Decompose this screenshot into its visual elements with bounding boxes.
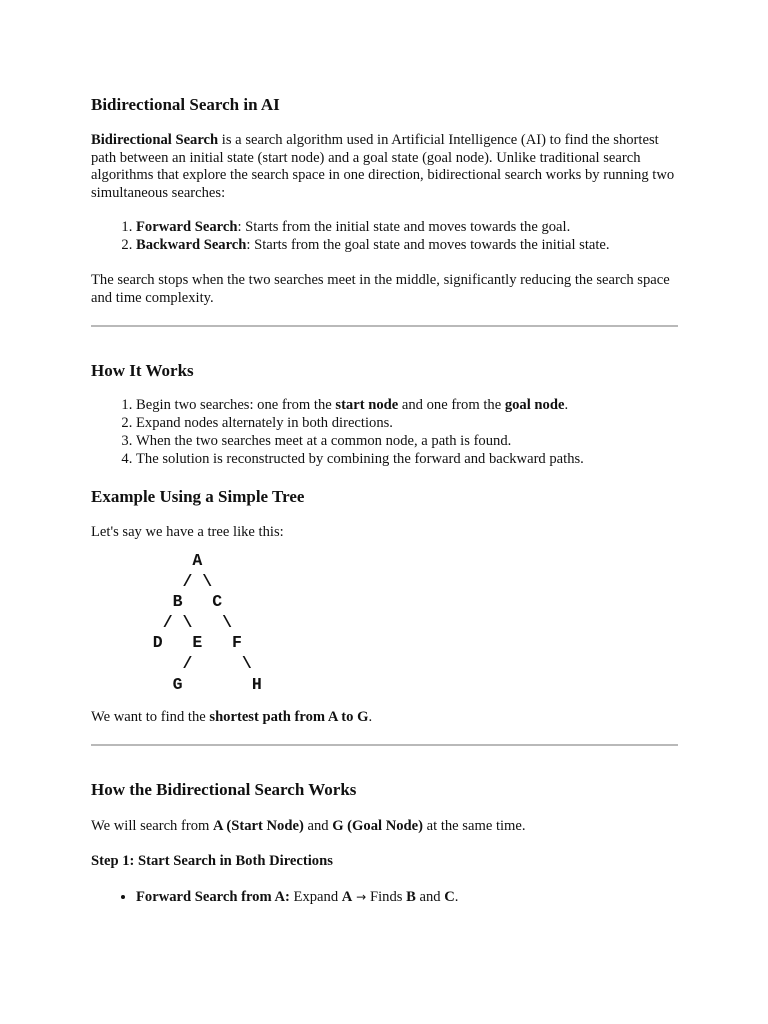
intro-text: is a search algorithm used in Artificial Intelligence (AI) to find the shortest path between an initial state (start node) and a goal state (goal node). Unlike traditional search algorithms that explore the search space in one direction, bidirectional search works by running two simultaneous searches: bbox=[91, 132, 675, 201]
heading-how-bidirectional-works: How the Bidirectional Search Works bbox=[91, 779, 357, 799]
bullet-text: and bbox=[415, 888, 445, 905]
bullet-text: Expand bbox=[289, 888, 342, 905]
arrow-icon: → bbox=[352, 889, 371, 904]
list-item bbox=[136, 889, 681, 907]
intro-term: Bidirectional Search bbox=[91, 132, 219, 148]
closing-paragraph: The search stops when the two searches meet in the middle, significantly reducing the search space and time complexity. bbox=[91, 271, 670, 306]
intro-text: and bbox=[303, 817, 333, 834]
step-title: Step 1: Start Search in Both Directions bbox=[91, 853, 333, 870]
search-intro bbox=[91, 818, 681, 836]
intro-bold: A (Start Node) bbox=[213, 817, 304, 834]
goal-paragraph bbox=[91, 709, 681, 727]
list-item bbox=[136, 397, 681, 415]
intro-text: We will search from bbox=[91, 817, 214, 834]
bullet-text: . bbox=[454, 888, 459, 905]
tree-intro: Let's say we have a tree like this: bbox=[91, 524, 284, 541]
step-text: Begin two searches: one from the bbox=[136, 397, 336, 414]
list-item-term: Forward Search bbox=[136, 219, 238, 236]
goal-text: . bbox=[368, 709, 373, 726]
intro-text: at the same time. bbox=[423, 817, 526, 834]
how-it-works-list bbox=[91, 397, 681, 468]
document-content bbox=[91, 95, 681, 907]
list-item-text: : Starts from the goal state and moves towards the initial state. bbox=[246, 237, 610, 254]
bullet-bold: A bbox=[341, 888, 353, 905]
divider bbox=[91, 744, 678, 746]
search-types-list bbox=[91, 219, 681, 255]
tree-diagram: A / \ B C / \ \ D E F / \ G H bbox=[152, 550, 262, 694]
bullet-text: Finds bbox=[370, 888, 407, 905]
bullet-bold: C bbox=[444, 888, 455, 905]
divider bbox=[91, 325, 678, 327]
bullet-bold: B bbox=[406, 888, 416, 905]
step-bold: goal node bbox=[504, 397, 565, 414]
goal-bold: shortest path from A to G bbox=[209, 709, 369, 726]
heading-bidirectional-search: Bidirectional Search in AI bbox=[91, 95, 280, 114]
heading-how-it-works: How It Works bbox=[91, 361, 194, 381]
intro-bold: G (Goal Node) bbox=[332, 817, 423, 834]
list-item-text: : Starts from the initial state and moves towards the goal. bbox=[237, 219, 571, 236]
step-text: . bbox=[564, 397, 569, 414]
goal-text: We want to find the bbox=[91, 709, 210, 726]
heading-example-tree: Example Using a Simple Tree bbox=[91, 487, 305, 507]
list-item-term: Backward Search bbox=[136, 237, 247, 254]
bullet-label: Forward Search from A: bbox=[136, 888, 290, 905]
step-bold: start node bbox=[335, 397, 399, 414]
step-bullets bbox=[91, 889, 681, 907]
step-heading bbox=[91, 853, 681, 871]
list-item bbox=[136, 237, 681, 255]
step-text: and one from the bbox=[398, 397, 505, 414]
list-item: 2. Expand nodes alternately in both directions. bbox=[136, 415, 681, 433]
list-item: 4. The solution is reconstructed by combining the forward and backward paths. bbox=[136, 451, 681, 469]
list-item bbox=[136, 219, 681, 237]
intro-paragraph bbox=[91, 132, 681, 202]
list-item: 3. When the two searches meet at a common node, a path is found. bbox=[136, 433, 681, 451]
